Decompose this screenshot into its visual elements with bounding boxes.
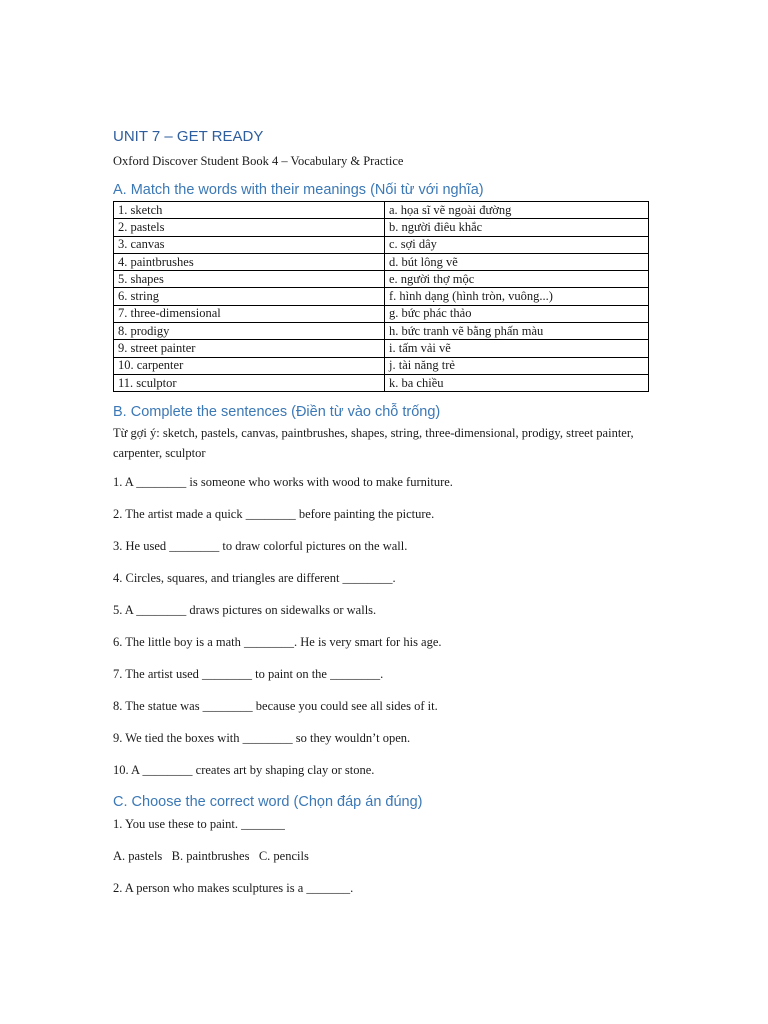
table-row	[114, 340, 649, 357]
table-row	[114, 253, 649, 270]
section-a-heading: A. Match the words with their meanings (Nối từ với nghĩa)	[113, 182, 484, 198]
word-cell: 2. pastels	[114, 219, 385, 236]
multiple-choice-questions	[113, 816, 649, 896]
subtitle: Oxford Discover Student Book 4 – Vocabulary & Practice	[113, 154, 404, 168]
fill-in-questions	[113, 474, 649, 778]
meaning-cell: i. tấm vải vẽ	[385, 340, 649, 357]
question-item: 6. The little boy is a math ________. He is very smart for his age.	[113, 635, 442, 650]
word-cell: 1. sketch	[114, 202, 385, 219]
table-row	[114, 323, 649, 340]
meaning-cell: d. bút lông vẽ	[385, 253, 649, 270]
question-item: 10. A ________ creates art by shaping clay or stone.	[113, 763, 375, 778]
table-row	[114, 288, 649, 305]
table-row	[114, 271, 649, 288]
word-cell: 9. street painter	[114, 340, 385, 357]
meaning-cell: c. sợi dây	[385, 236, 649, 253]
question-item: 9. We tied the boxes with ________ so they wouldn’t open.	[113, 731, 411, 746]
question-item: 5. A ________ draws pictures on sidewalks or walls.	[113, 603, 377, 618]
meaning-cell: e. người thợ mộc	[385, 271, 649, 288]
choice-question-line: A. pastels B. paintbrushes C. pencils	[113, 849, 309, 864]
meaning-cell: a. họa sĩ vẽ ngoài đường	[385, 202, 649, 219]
table-row	[114, 236, 649, 253]
question-item: 4. Circles, squares, and triangles are different ________.	[113, 571, 396, 586]
question-item: 8. The statue was ________ because you could see all sides of it.	[113, 699, 438, 714]
word-cell: 11. sculptor	[114, 374, 385, 391]
word-cell: 7. three-dimensional	[114, 305, 385, 322]
table-row	[114, 219, 649, 236]
choice-question-line: 2. A person who makes sculptures is a _______.	[113, 881, 354, 896]
table-row	[114, 202, 649, 219]
question-item: 1. A ________ is someone who works with wood to make furniture.	[113, 475, 453, 490]
word-bank-hint: Từ gợi ý: sketch, pastels, canvas, paintbrushes, shapes, string, three-dimensional, prodigy, street painter, carpenter, sculptor	[113, 426, 634, 461]
word-cell: 4. paintbrushes	[114, 253, 385, 270]
unit-title: UNIT 7 – GET READY	[113, 128, 264, 145]
meaning-cell: b. người điêu khắc	[385, 219, 649, 236]
table-row	[114, 305, 649, 322]
worksheet	[113, 124, 649, 912]
section-b-heading: B. Complete the sentences (Điền từ vào chỗ trống)	[113, 404, 441, 421]
meaning-cell: k. ba chiều	[385, 374, 649, 391]
question-item: 2. The artist made a quick ________ before painting the picture.	[113, 507, 435, 522]
word-cell: 8. prodigy	[114, 323, 385, 340]
table-row	[114, 357, 649, 374]
question-item: 7. The artist used ________ to paint on the ________.	[113, 667, 384, 682]
word-cell: 6. string	[114, 288, 385, 305]
meaning-cell: j. tài năng trẻ	[385, 357, 649, 374]
word-cell: 3. canvas	[114, 236, 385, 253]
meaning-cell: h. bức tranh vẽ bằng phấn màu	[385, 323, 649, 340]
meaning-cell: f. hình dạng (hình tròn, vuông...)	[385, 288, 649, 305]
matching-table	[113, 201, 649, 392]
section-c-heading: C. Choose the correct word (Chọn đáp án đúng)	[113, 794, 423, 811]
choice-question-line: 1. You use these to paint. _______	[113, 817, 285, 832]
question-item: 3. He used ________ to draw colorful pictures on the wall.	[113, 539, 408, 554]
word-cell: 5. shapes	[114, 271, 385, 288]
meaning-cell: g. bức phác thảo	[385, 305, 649, 322]
word-cell: 10. carpenter	[114, 357, 385, 374]
table-row	[114, 374, 649, 391]
